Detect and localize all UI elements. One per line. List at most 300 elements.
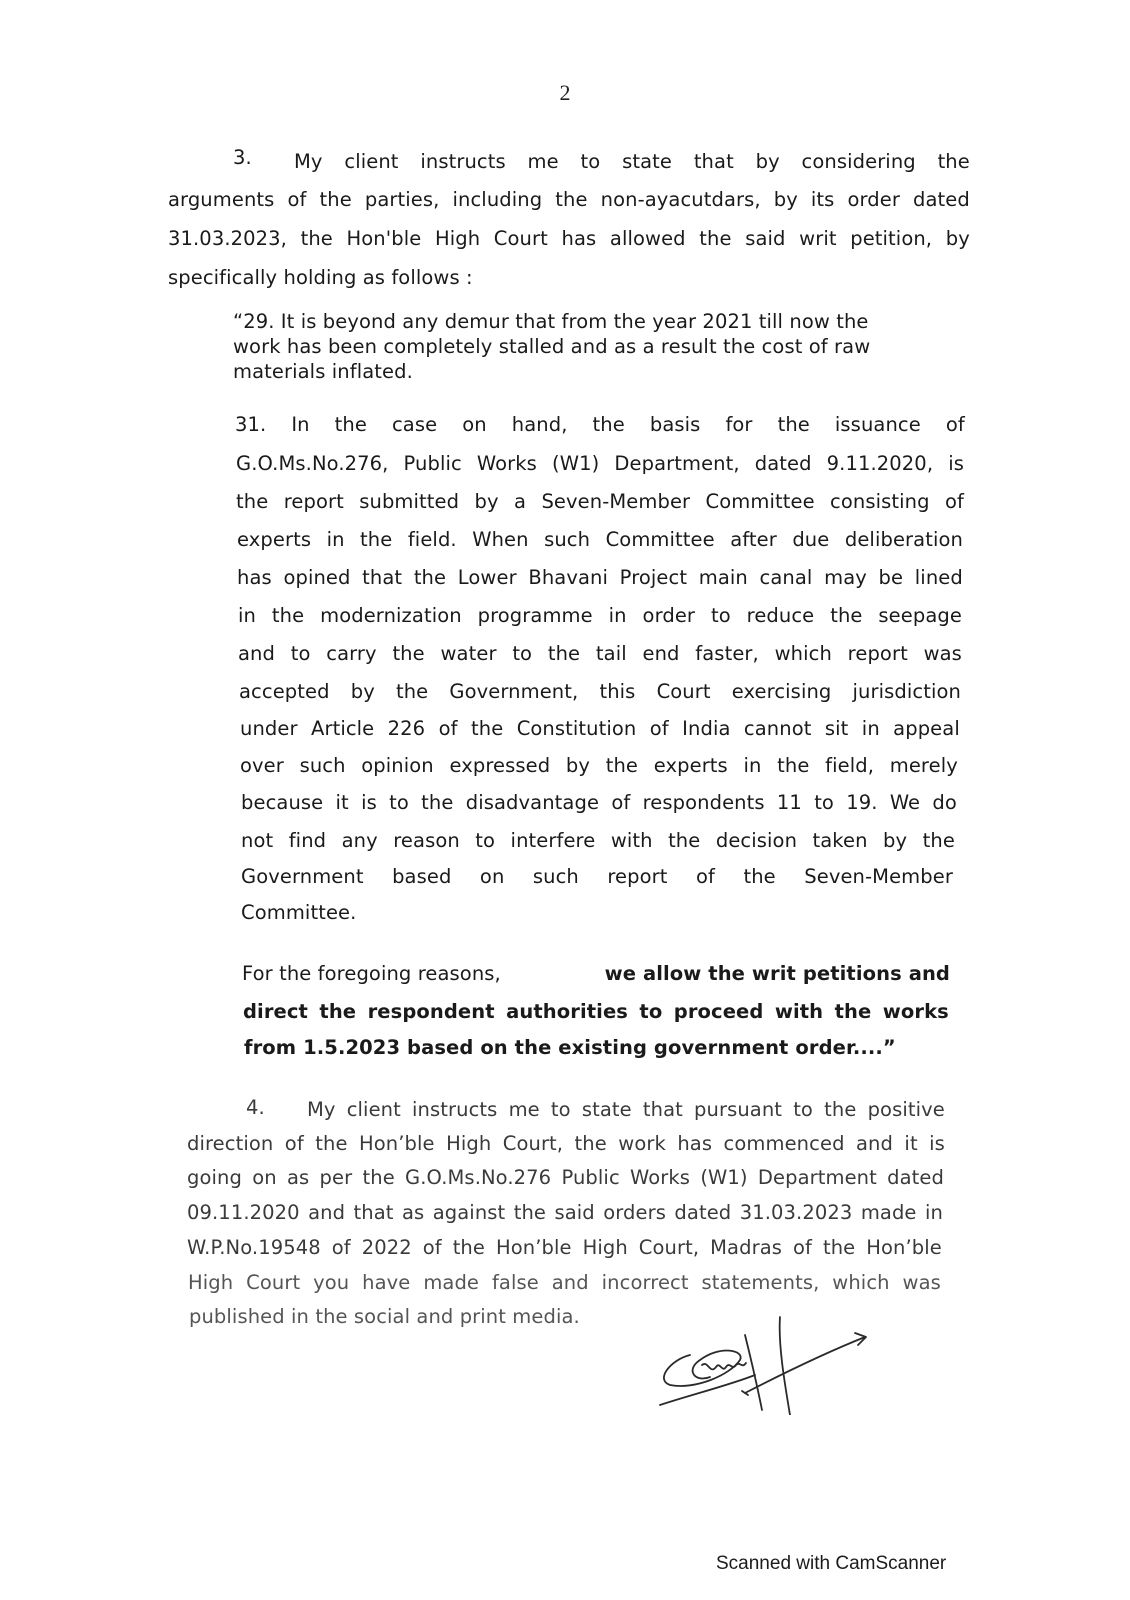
word: may: [824, 566, 867, 589]
text-line-content: [187, 1166, 944, 1189]
word: which: [774, 642, 832, 665]
word: High: [188, 1271, 234, 1294]
word: Works: [476, 452, 537, 475]
word: which: [832, 1271, 890, 1294]
word: the: [555, 188, 588, 211]
word: a: [514, 490, 527, 513]
word: High: [582, 1236, 628, 1259]
word: have: [362, 1271, 411, 1294]
word: incorrect: [601, 1271, 689, 1294]
word: state: [581, 1098, 632, 1121]
word: commenced: [723, 1132, 845, 1155]
word: High: [434, 227, 481, 250]
word: the: [922, 829, 955, 852]
word: (W1): [700, 1166, 748, 1189]
word: taken: [812, 829, 868, 852]
word: the: [452, 1236, 485, 1259]
word: Court,: [638, 1236, 700, 1259]
word: and: [308, 1201, 346, 1224]
word: consisting: [830, 490, 930, 513]
word: of: [944, 490, 964, 513]
word: the: [822, 1236, 856, 1259]
word: instructs: [412, 1098, 498, 1121]
text-line-content: [294, 150, 970, 173]
word: the: [300, 227, 333, 250]
text-line: [241, 901, 356, 924]
word: lined: [914, 566, 963, 589]
word: the: [777, 754, 810, 777]
word: Court,: [502, 1132, 564, 1155]
text-line-content: from 1.5.2023 based on the existing government order....”: [244, 1036, 896, 1059]
word: by: [883, 829, 908, 852]
word: of: [945, 413, 965, 436]
word: by: [755, 150, 780, 173]
conclusion-plain-text: For the foregoing reasons,: [242, 962, 501, 985]
word: dated: [674, 1201, 732, 1224]
text-line-content: [235, 413, 965, 436]
word: the: [319, 188, 352, 211]
text-line: [307, 1098, 945, 1121]
word: to: [580, 150, 601, 173]
word: cannot: [743, 717, 812, 740]
text-line: [238, 642, 962, 665]
text-line: [233, 335, 870, 358]
text-line-content: [187, 1201, 943, 1224]
word: the: [513, 1201, 547, 1224]
word: order: [642, 604, 696, 627]
text-line: [187, 1201, 943, 1224]
word: Hon’ble: [358, 1132, 435, 1155]
word: works: [882, 1000, 949, 1023]
word: and: [855, 1132, 893, 1155]
word: that: [353, 1201, 394, 1224]
text-line: [236, 452, 964, 475]
word: jurisdiction: [852, 680, 961, 703]
text-line-content: materials inflated.: [233, 360, 413, 383]
word: carry: [326, 642, 377, 665]
word: Hon’ble: [495, 1236, 572, 1259]
word: the: [668, 829, 701, 852]
word: report: [283, 490, 344, 513]
word: report: [847, 642, 908, 665]
text-line-content: “29. It is beyond any demur that from the year 2021 till now the: [233, 310, 869, 333]
word: that: [642, 1098, 683, 1121]
word: of: [649, 717, 669, 740]
paragraph-3-number: 3.: [233, 146, 252, 169]
word: Works: [630, 1166, 691, 1189]
word: Bhavani: [528, 566, 609, 589]
word: Lower: [457, 566, 517, 589]
text-line-content: [241, 829, 955, 852]
word: it: [335, 791, 349, 814]
word: do: [932, 791, 957, 814]
text-line: [233, 310, 869, 333]
word: to: [475, 829, 496, 852]
word: the: [574, 1132, 607, 1155]
word: sit: [824, 717, 849, 740]
text-line: [187, 1132, 945, 1155]
word: opined: [283, 566, 351, 589]
word: writ: [799, 227, 837, 250]
word: water: [440, 642, 497, 665]
word: false: [491, 1271, 539, 1294]
word: Department: [757, 1166, 877, 1189]
word: and: [551, 1271, 589, 1294]
word: 09.11.2020: [187, 1201, 300, 1224]
word: direct: [243, 1000, 308, 1023]
text-line-content: [187, 1132, 945, 1155]
word: proceed: [673, 1000, 764, 1023]
word: in: [238, 604, 256, 627]
word: basis: [649, 413, 701, 436]
word: Government,: [449, 680, 579, 703]
word: this: [599, 680, 636, 703]
word: with: [774, 1000, 824, 1023]
word: to: [793, 1098, 813, 1121]
word: programme: [477, 604, 593, 627]
word: the: [699, 227, 732, 250]
word: as: [286, 1166, 310, 1189]
word: In: [291, 413, 310, 436]
word: We: [889, 791, 921, 814]
word: due: [792, 528, 830, 551]
word: is: [361, 791, 377, 814]
word: state: [622, 150, 673, 173]
word: W.P.No.19548: [187, 1236, 321, 1259]
word: has: [237, 566, 272, 589]
word: such: [299, 754, 346, 777]
word: instructs: [420, 150, 506, 173]
word: field.: [407, 528, 457, 551]
word: has: [677, 1132, 713, 1155]
word: going: [187, 1166, 242, 1189]
word: by: [773, 188, 798, 211]
word: respondents: [642, 791, 765, 814]
text-line-content: [237, 528, 963, 551]
word: to: [512, 642, 533, 665]
word: to: [550, 1098, 571, 1121]
word: the: [824, 1098, 857, 1121]
word: Madras: [710, 1236, 783, 1259]
text-line: [168, 188, 970, 211]
word: 31.03.2023,: [168, 227, 287, 250]
text-line: [187, 1236, 942, 1259]
word: by: [945, 227, 970, 250]
word: you: [313, 1271, 350, 1294]
word: Article: [311, 717, 375, 740]
text-line-content: [238, 604, 962, 627]
word: client: [346, 1098, 401, 1121]
word: reduce: [746, 604, 815, 627]
word: the: [315, 1132, 348, 1155]
word: the: [547, 642, 581, 665]
word: Committee: [605, 528, 715, 551]
word: such: [532, 865, 579, 888]
word: by: [474, 490, 499, 513]
word: pursuant: [694, 1098, 783, 1121]
text-line-content: published in the social and print media.: [189, 1305, 580, 1328]
word: parties,: [364, 188, 440, 211]
word: My: [294, 150, 323, 173]
word: to: [814, 791, 834, 814]
word: after: [730, 528, 777, 551]
word: including: [452, 188, 543, 211]
word: end: [642, 642, 680, 665]
word: the: [392, 642, 425, 665]
word: made: [423, 1271, 480, 1294]
word: the: [937, 150, 970, 173]
word: has: [561, 227, 597, 250]
word: hand,: [511, 413, 568, 436]
text-line-content: [238, 642, 962, 665]
word: of: [611, 791, 631, 814]
word: Department,: [614, 452, 740, 475]
word: considering: [801, 150, 916, 173]
word: in: [326, 528, 345, 551]
word: positive: [867, 1098, 945, 1121]
signature-icon: [650, 1315, 870, 1415]
text-line-content: [237, 566, 963, 589]
word: that: [693, 150, 734, 173]
word: by: [565, 754, 591, 777]
word: Seven-Member: [804, 865, 953, 888]
page-number: 2: [559, 80, 571, 105]
word: exercising: [731, 680, 832, 703]
word: the: [421, 791, 454, 814]
word: 31.03.2023: [739, 1201, 853, 1224]
word: Hon'ble: [346, 227, 422, 250]
word: to: [710, 604, 731, 627]
word: for: [725, 413, 753, 436]
text-line-content: [168, 188, 970, 211]
word: under: [240, 717, 298, 740]
word: of: [284, 1132, 304, 1155]
word: direction: [187, 1132, 274, 1155]
word: When: [472, 528, 529, 551]
word: the: [605, 754, 639, 777]
word: 11: [776, 791, 802, 814]
word: find: [288, 829, 327, 852]
word: the: [319, 1000, 357, 1023]
word: by: [350, 680, 375, 703]
word: 19.: [846, 791, 878, 814]
word: Court: [246, 1271, 301, 1294]
word: be: [878, 566, 904, 589]
word: disadvantage: [465, 791, 600, 814]
word: G.O.Ms.No.276,: [236, 452, 389, 475]
text-line: [240, 754, 958, 777]
text-line: [240, 717, 960, 740]
word: main: [698, 566, 748, 589]
text-line: [241, 791, 957, 814]
text-line-content: [243, 1000, 949, 1023]
text-line-content: [240, 754, 958, 777]
word: because: [241, 791, 324, 814]
word: against: [432, 1201, 506, 1224]
word: it: [904, 1132, 918, 1155]
word: the: [830, 604, 863, 627]
word: arguments: [168, 188, 275, 211]
paragraph-4-number: 4.: [246, 1096, 265, 1119]
word: Court: [493, 227, 548, 250]
text-line: [188, 1271, 941, 1294]
text-line: [239, 680, 961, 703]
text-line-content: [236, 452, 964, 475]
word: in: [861, 717, 880, 740]
text-line-content: [307, 1098, 945, 1121]
text-line-content: [187, 1236, 942, 1259]
word: issuance: [834, 413, 921, 436]
word: based: [392, 865, 452, 888]
word: appeal: [893, 717, 960, 740]
text-line-content: specifically holding as follows :: [168, 266, 473, 289]
text-line: [242, 962, 950, 985]
word: Constitution: [516, 717, 637, 740]
word: the: [834, 1000, 872, 1023]
word: Hon’ble: [866, 1236, 942, 1259]
word: in: [924, 1201, 943, 1224]
word: work: [618, 1132, 666, 1155]
word: in: [743, 754, 762, 777]
word: submitted: [359, 490, 460, 513]
word: decision: [715, 829, 798, 852]
word: client: [344, 150, 399, 173]
word: merely: [889, 754, 958, 777]
word: experts: [653, 754, 728, 777]
word: to: [389, 791, 409, 814]
word: seepage: [878, 604, 962, 627]
text-line-content: [236, 490, 964, 513]
paragraph-number: [246, 1096, 265, 1119]
text-line-content: [168, 227, 970, 250]
text-line-content: [241, 865, 953, 888]
word: field,: [825, 754, 875, 777]
word: the: [271, 604, 305, 627]
word: modernization: [320, 604, 462, 627]
word: any: [341, 829, 378, 852]
word: 226: [387, 717, 426, 740]
word: the: [470, 717, 504, 740]
text-line: [243, 1000, 949, 1023]
word: G.O.Ms.No.276: [405, 1166, 552, 1189]
word: allowed: [609, 227, 686, 250]
word: of: [696, 865, 715, 888]
word: Seven-Member: [541, 490, 691, 513]
word: such: [544, 528, 591, 551]
text-line: [244, 1036, 896, 1059]
word: in: [608, 604, 627, 627]
word: with: [610, 829, 653, 852]
word: Court: [656, 680, 711, 703]
word: tail: [595, 642, 627, 665]
word: over: [240, 754, 284, 777]
word: order: [847, 188, 900, 211]
word: Public: [403, 452, 462, 475]
word: the: [334, 413, 367, 436]
text-line: [235, 413, 965, 436]
word: was: [923, 642, 962, 665]
word: 31.: [235, 413, 267, 436]
word: on: [462, 413, 487, 436]
word: the: [413, 566, 447, 589]
word: orders: [603, 1201, 666, 1224]
text-line: [168, 227, 970, 250]
word: per: [319, 1166, 353, 1189]
word: the: [236, 490, 269, 513]
word: of: [287, 188, 307, 211]
text-line: [233, 360, 413, 383]
text-line-content: [239, 680, 961, 703]
word: the: [743, 865, 776, 888]
text-line: [236, 490, 964, 513]
text-line-content: Committee.: [241, 901, 357, 924]
word: of: [438, 717, 458, 740]
word: expressed: [449, 754, 551, 777]
word: experts: [237, 528, 312, 551]
word: reason: [393, 829, 460, 852]
word: said: [554, 1201, 595, 1224]
word: Government: [241, 865, 364, 888]
word: was: [902, 1271, 941, 1294]
word: authorities: [506, 1000, 628, 1023]
word: not: [241, 829, 274, 852]
word: and: [238, 642, 275, 665]
word: the: [395, 680, 429, 703]
conclusion-bold-text: we allow the writ petitions and: [604, 962, 950, 985]
text-line: [237, 528, 963, 551]
word: to: [290, 642, 311, 665]
word: dated: [913, 188, 970, 211]
word: the: [777, 413, 810, 436]
word: the: [362, 1166, 395, 1189]
word: India: [682, 717, 731, 740]
text-line: [187, 1166, 944, 1189]
text-line-content: [241, 791, 957, 814]
word: My: [307, 1098, 336, 1121]
word: dated: [887, 1166, 944, 1189]
word: case: [391, 413, 438, 436]
word: its: [810, 188, 835, 211]
word: respondent: [367, 1000, 495, 1023]
word: on: [479, 865, 505, 888]
text-line: [241, 865, 953, 888]
word: of: [331, 1236, 351, 1259]
text-line: [241, 829, 955, 852]
word: to: [639, 1000, 663, 1023]
word: me: [527, 150, 559, 173]
word: that: [362, 566, 403, 589]
word: High: [446, 1132, 492, 1155]
camscanner-watermark: Scanned with CamScanner: [716, 1553, 947, 1574]
word: 2022: [361, 1236, 412, 1259]
word: dated: [754, 452, 812, 475]
word: canal: [759, 566, 813, 589]
word: is: [929, 1132, 945, 1155]
word: accepted: [239, 680, 330, 703]
word: the: [360, 528, 393, 551]
word: interfere: [510, 829, 596, 852]
text-line: [294, 150, 970, 173]
word: of: [792, 1236, 812, 1259]
word: 9.11.2020,: [826, 452, 934, 475]
word: of: [422, 1236, 442, 1259]
text-line: [168, 266, 473, 289]
word: the: [592, 413, 625, 436]
text-line: [238, 604, 962, 627]
word: deliberation: [844, 528, 963, 551]
word: Project: [619, 566, 688, 589]
text-line: [189, 1305, 580, 1328]
